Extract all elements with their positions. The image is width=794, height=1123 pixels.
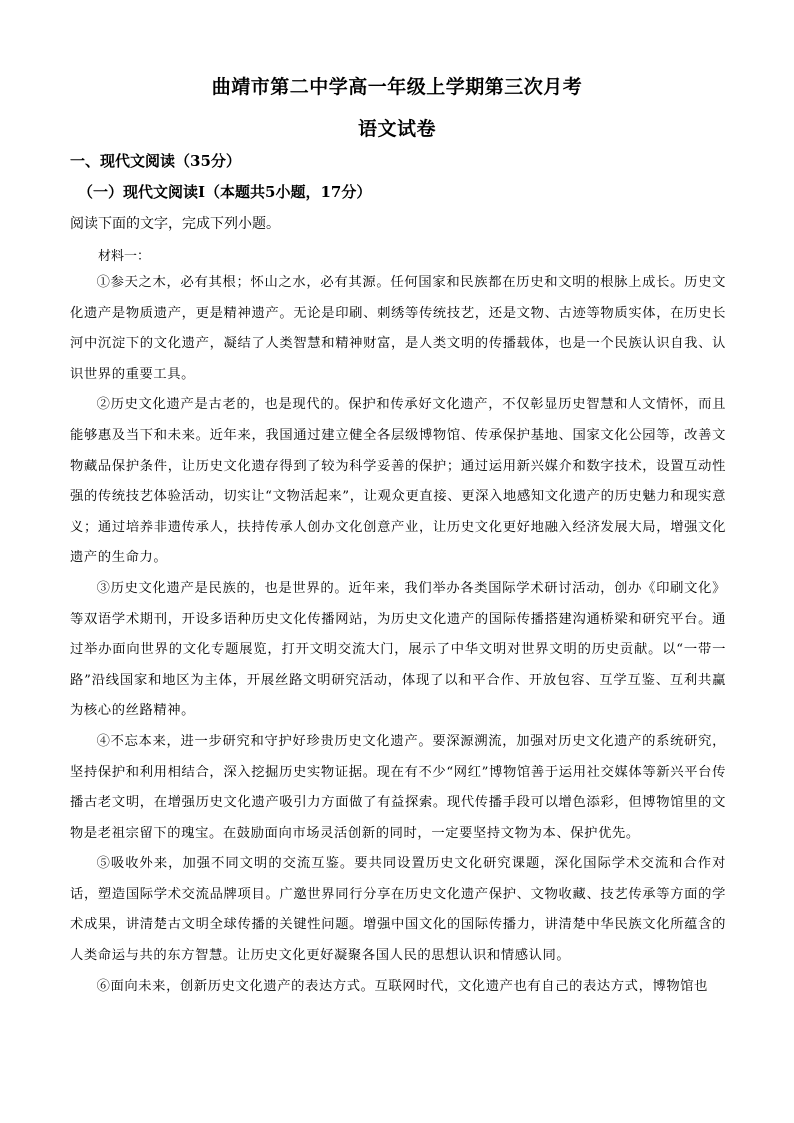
paragraph-1: ①参天之木，必有其根；怀山之水，必有其源。任何国家和民族都在历史和文明的根脉上成长。历史文化遗产是物质遗产，更是精神遗产。无论是印刷、刺绣等传统技艺，还是文物、古迹等物质实体，在历史长河中沉淀下的文化遗产，凝结了人类智慧和精神财富，是人类文明的传播载体，也是一个民族认识自我、认识世界的重要工具。 [70, 275, 726, 382]
paragraph-6: ⑥面向未来，创新历史文化遗产的表达方式。互联网时代，文化遗产也有自己的表达方式，博物馆也 [96, 978, 709, 994]
paragraph-5: ⑤吸收外来，加强不同文明的交流互鉴。要共同设置历史文化研究课题，深化国际学术交流和合作对话，塑造国际学术交流品牌项目。广邀世界同行分享在历史文化遗产保护、文物收藏、技艺传承等方面的学术成果，讲清楚古文明全球传播的关键性问题。增强中国文化的国际传播力，讲清楚中华民族文化所蕴含的人类命运与共的东方智慧。让历史文化更好凝聚各国人民的思想认识和情感认同。 [70, 856, 726, 964]
material-body [70, 268, 726, 1002]
section-heading-modern-reading: 一、现代文阅读（35分） [70, 152, 241, 170]
paragraph-3: ③历史文化遗产是民族的，也是世界的。近年来，我们举办各类国际学术研讨活动，创办《印刷文化》等双语学术期刊，开设多语种历史文化传播网站，为历史文化遗产的国际传播搭建沟通桥梁和研究平台。通过举办面向世界的文化专题展览，打开文明交流大门，展示了中华文明对世界文明的历史贡献。以“一带一路”沿线国家和地区为主体，开展丝路文明研究活动，体现了以和平合作、开放包容、互学互鉴、互利共赢为核心的丝路精神。 [70, 580, 726, 719]
paragraph-2: ②历史文化遗产是古老的，也是现代的。保护和传承好文化遗产，不仅彰显历史智慧和人文情怀，而且能够惠及当下和未来。近年来，我国通过建立健全各层级博物馆、传承保护基地、国家文化公园等，改善文物藏品保护条件，让历史文化遗存得到了较为科学妥善的保护；通过运用新兴媒介和数字技术，设置互动性强的传统技艺体验活动，切实让“文物活起来”，让观众更直接、更深入地感知文化遗产的历史魅力和现实意义；通过培养非遗传承人，扶持传承人创办文化创意产业，让历史文化更好地融入经济发展大局，增强文化遗产的生命力。 [70, 397, 726, 566]
paragraph-4: ④不忘本来，进一步研究和守护好珍贵历史文化遗产。要深源溯流，加强对历史文化遗产的系统研究，坚持保护和利用相结合，深入挖掘历史实物证据。现在有不少“网红”博物馆善于运用社交媒体等新兴平台传播古老文明，在增强历史文化遗产吸引力方面做了有益探索。现代传播手段可以增色添彩，但博物馆里的文物是老祖宗留下的瑰宝。在鼓励面向市场灵活创新的同时，一定要坚持文物为本、保护优先。 [70, 733, 726, 841]
reading-instruction: 阅读下面的文字，完成下列小题。 [70, 216, 280, 232]
exam-title: 曲靖市第二中学高一年级上学期第三次月考 [211, 76, 583, 98]
material-label: 材料一： [98, 249, 151, 264]
exam-subtitle: 语文试卷 [357, 118, 436, 140]
subsection-heading-reading-1: （一）现代文阅读Ⅰ（本题共5小题，17分） [78, 183, 372, 201]
